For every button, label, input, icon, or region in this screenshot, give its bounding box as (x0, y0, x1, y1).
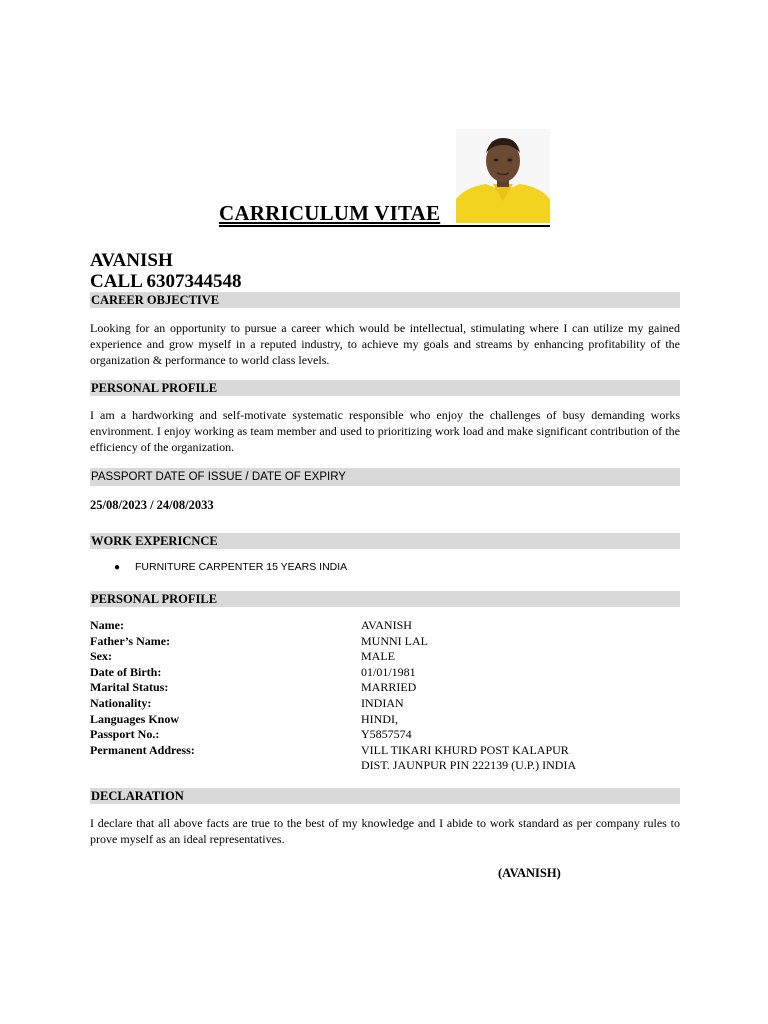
detail-value: HINDI, (361, 711, 398, 726)
candidate-phone: CALL 6307344548 (90, 271, 242, 292)
detail-value: MALE (361, 649, 395, 664)
personal-profile-text: I am a hardworking and self-motivate systematic responsible who enjoy the challenges of busy demanding works environment. I enjoy working as team member and used to prioritizing work load and make significant contribution of the efficiency of the organization. (90, 408, 680, 454)
title-underline (219, 225, 550, 227)
table-row (90, 649, 680, 665)
career-objective-heading: CAREER OBJECTIVE (90, 292, 680, 308)
detail-value: MUNNI LAL (361, 633, 428, 648)
detail-label: Name: (90, 618, 124, 632)
person-photo-icon (456, 129, 550, 223)
personal-profile-heading: PERSONAL PROFILE (90, 380, 680, 396)
bullet-icon: ● (114, 562, 121, 573)
detail-value: AVANISH (361, 618, 412, 632)
personal-details-table (90, 618, 680, 774)
signature-name: (AVANISH) (498, 866, 561, 880)
career-objective-text: Looking for an opportunity to pursue a career which would be intellectual, stimulating where I can utilize my gained experience and grow myself in a reputed industry, to achieve my goals and streams by enhancing profitability of the organization & performance to world class levels. (90, 321, 680, 367)
passport-heading: PASSPORT DATE OF ISSUE / DATE OF EXPIRY (90, 468, 680, 486)
profile-photo (456, 129, 550, 223)
detail-label: Permanent Address: (90, 742, 195, 757)
detail-value: Y5857574 (361, 727, 412, 742)
detail-label: Sex: (90, 649, 112, 664)
document-title: CARRICULUM VITAE (219, 201, 441, 225)
detail-value: VILL TIKARI KHURD POST KALAPUR (361, 742, 569, 757)
detail-value: DIST. JAUNPUR PIN 222139 (U.P.) INDIA (361, 758, 577, 773)
table-row (90, 712, 680, 728)
table-row (90, 618, 680, 634)
personal-details-heading: PERSONAL PROFILE (90, 591, 680, 607)
detail-label: Languages Know (90, 711, 180, 726)
passport-dates: 25/08/2023 / 24/08/2033 (90, 498, 214, 512)
work-experience-item: FURNITURE CARPENTER 15 YEARS INDIA (135, 561, 348, 573)
title-row (219, 129, 550, 228)
list-item (114, 561, 347, 573)
table-row (90, 758, 680, 774)
table-row (90, 727, 680, 743)
detail-value: 01/01/1981 (361, 664, 416, 679)
detail-label: Passport No.: (90, 727, 160, 742)
detail-label: Nationality: (90, 695, 152, 710)
detail-value: MARRIED (361, 680, 417, 695)
declaration-heading: DECLARATION (90, 788, 680, 804)
table-row (90, 743, 680, 759)
candidate-name: AVANISH (90, 250, 173, 271)
detail-label: Marital Status: (90, 680, 169, 695)
table-row (90, 665, 680, 681)
work-experience-heading: WORK EXPERICNCE (90, 533, 680, 549)
table-row (90, 634, 680, 650)
table-row (90, 680, 680, 696)
declaration-text: I declare that all above facts are true to the best of my knowledge and I abide to work standard as per company rules to prove myself as an ideal representatives. (90, 816, 680, 846)
table-row (90, 696, 680, 712)
cv-page (90, 0, 680, 1024)
detail-label: Date of Birth: (90, 664, 162, 679)
detail-value: INDIAN (361, 695, 404, 710)
work-experience-list (114, 561, 347, 573)
detail-label: Father’s Name: (90, 633, 171, 648)
